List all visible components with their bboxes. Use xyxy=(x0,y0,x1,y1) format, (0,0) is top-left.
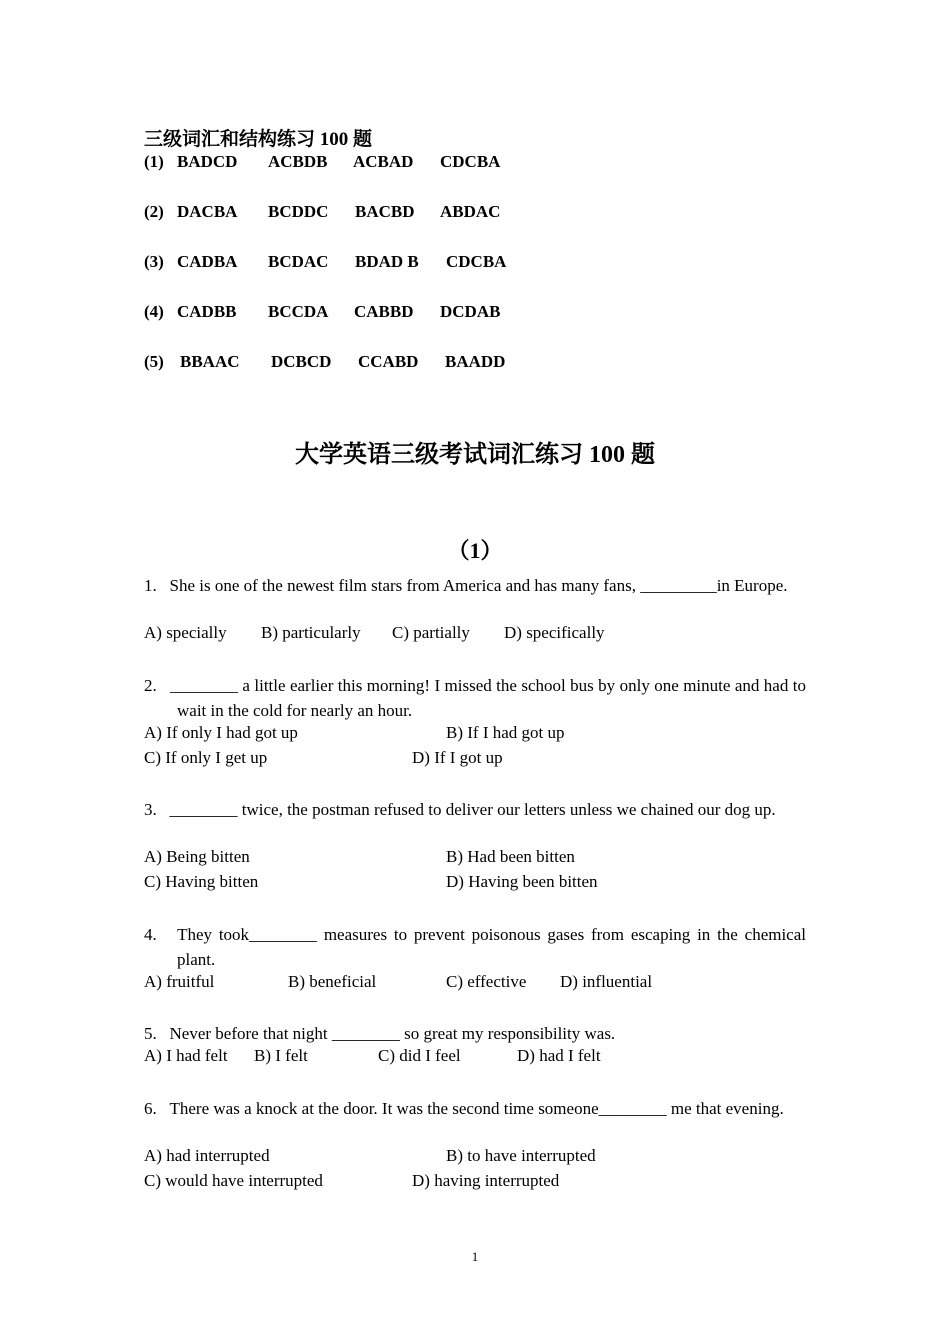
answer-group: BCDDC xyxy=(268,202,329,221)
option-d: D) If I got up xyxy=(412,748,503,767)
option-c: C) would have interrupted xyxy=(144,1171,323,1190)
answer-group: CADBA xyxy=(177,252,238,271)
option-a: A) fruitful xyxy=(144,972,215,991)
option-d: D) had I felt xyxy=(517,1046,601,1065)
answer-row-number: (1) xyxy=(144,152,164,171)
answer-group: BACBD xyxy=(355,202,415,221)
answer-group: DCDAB xyxy=(440,302,501,321)
option-d: D) influential xyxy=(560,972,653,991)
answer-row-number: (4) xyxy=(144,302,164,321)
option-b: B) particularly xyxy=(261,623,361,642)
option-c: C) Having bitten xyxy=(144,872,259,891)
answer-group: BADCD xyxy=(177,152,238,171)
answer-row xyxy=(0,352,950,374)
answer-group: CABBD xyxy=(354,302,414,321)
option-c: C) If only I get up xyxy=(144,748,268,767)
answer-group: ABDAC xyxy=(440,202,501,221)
option-d: D) having interrupted xyxy=(412,1171,560,1190)
answer-group: BBAAC xyxy=(180,352,240,371)
option-a: A) If only I had got up xyxy=(144,723,298,742)
page-number: 1 xyxy=(471,1249,479,1264)
answer-group: BDAD B xyxy=(355,252,419,271)
option-b: B) to have interrupted xyxy=(446,1146,596,1165)
option-d: D) Having been bitten xyxy=(446,872,598,891)
main-title: 大学英语三级考试词汇练习 100 题 xyxy=(295,442,655,468)
answer-row xyxy=(0,152,950,174)
option-a: A) had interrupted xyxy=(144,1146,270,1165)
question-stem: 4. They took________ measures to prevent poisonous gases from escaping in the chemical plant. xyxy=(144,925,806,969)
option-b: B) If I had got up xyxy=(446,723,565,742)
answer-row-number: (3) xyxy=(144,252,164,271)
answer-group: CCABD xyxy=(358,352,419,371)
option-c: C) effective xyxy=(446,972,527,991)
option-a: A) I had felt xyxy=(144,1046,228,1065)
answer-group: CDCBA xyxy=(446,252,507,271)
option-c: C) partially xyxy=(392,623,470,642)
answer-row-number: (5) xyxy=(144,352,164,371)
answer-group: DACBA xyxy=(177,202,238,221)
option-b: B) I felt xyxy=(254,1046,308,1065)
answer-group: BAADD xyxy=(445,352,506,371)
answer-row xyxy=(0,252,950,274)
answer-row xyxy=(0,202,950,224)
question-stem: 3. ________ twice, the postman refused to deliver our letters unless we chained our dog up. xyxy=(144,800,776,819)
answer-group: ACBAD xyxy=(353,152,414,171)
answer-row-number: (2) xyxy=(144,202,164,221)
answer-group: ACBDB xyxy=(268,152,328,171)
answer-row xyxy=(0,302,950,324)
question-stem: 6. There was a knock at the door. It was the second time someone________ me that evening. xyxy=(144,1099,784,1118)
question-stem: 2. ________ a little earlier this morning! I missed the school bus by only one minute and had to wait in the cold for nearly an hour. xyxy=(144,676,806,720)
question-stem: 1. She is one of the newest film stars from America and has many fans, _________in Europe. xyxy=(144,576,788,595)
option-b: B) Had been bitten xyxy=(446,847,575,866)
option-a: A) specially xyxy=(144,623,227,642)
answer-group: CDCBA xyxy=(440,152,501,171)
option-b: B) beneficial xyxy=(288,972,377,991)
answer-group: BCCDA xyxy=(268,302,329,321)
answer-key-title: 三级词汇和结构练习 100 题 xyxy=(144,129,373,150)
part-title: （1） xyxy=(447,538,503,563)
question-stem: 5. Never before that night ________ so great my responsibility was. xyxy=(144,1024,616,1043)
option-a: A) Being bitten xyxy=(144,847,250,866)
answer-group: CADBB xyxy=(177,302,237,321)
option-d: D) specifically xyxy=(504,623,605,642)
answer-group: DCBCD xyxy=(271,352,332,371)
answer-group: BCDAC xyxy=(268,252,329,271)
option-c: C) did I feel xyxy=(378,1046,461,1065)
